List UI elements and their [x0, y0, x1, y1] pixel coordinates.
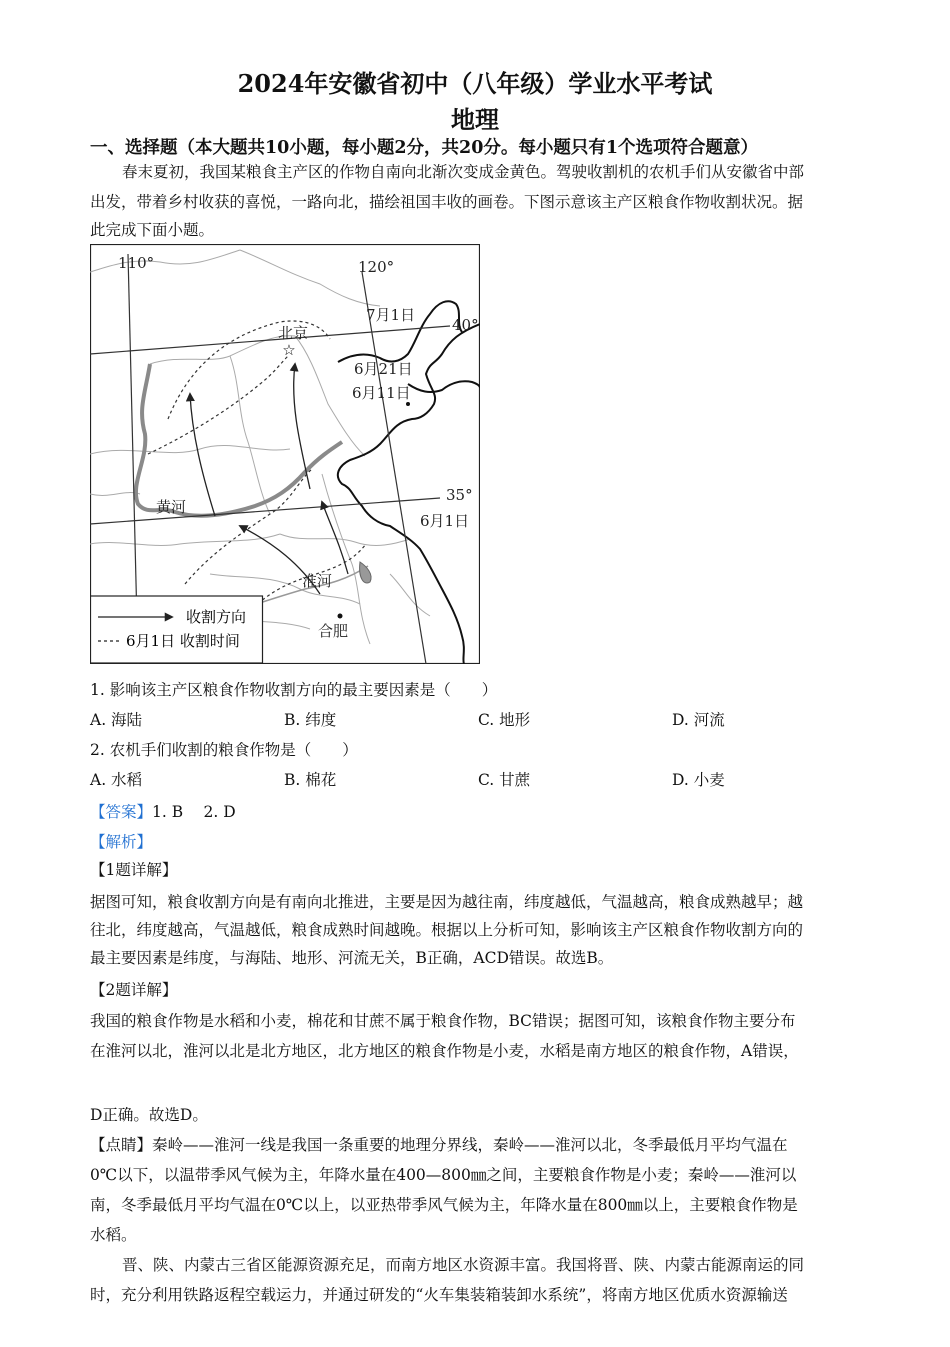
q1-option-d[interactable]: D. 河流 — [672, 711, 725, 729]
q2-detail-heading: 【2题详解】 — [90, 981, 178, 999]
next-intro-line-1: 晋、陕、内蒙古三省区能源资源充足，而南方地区水资源丰富。我国将晋、陕、内蒙古能源南运的同 — [122, 1256, 805, 1274]
next-intro-line-2: 时，充分利用铁路返程空载运力，并通过研发的“火车集装箱装卸水系统”，将南方地区优质水资源输送 — [90, 1286, 788, 1304]
q2-option-c[interactable]: C. 甘蔗 — [478, 771, 531, 789]
q1-detail-heading: 【1题详解】 — [90, 861, 178, 879]
label-huanghe: 黄河 — [156, 498, 187, 516]
answer-text: 1. B 2. D — [152, 803, 236, 821]
legend-direction: 收割方向 — [186, 608, 247, 626]
q2-detail-line-1: 我国的粮食作物是水稻和小麦，棉花和甘蔗不属于粮食作物，BC错误；据图可知，该粮食作物主要分布 — [90, 1012, 796, 1030]
harvest-map — [90, 244, 480, 664]
map-legend — [91, 596, 263, 663]
intro-line-1: 春末夏初，我国某粮食主产区的作物自南向北渐次变成金黄色。驾驶收割机的农机手们从安徽省中部 — [122, 163, 805, 181]
label-jun1: 6月1日 — [420, 512, 470, 530]
label-beijing: 北京 — [278, 324, 309, 342]
tip-tag: 【点睛】 — [90, 1136, 153, 1154]
q1-detail-line-3: 最主要因素是纬度，与海陆、地形、河流无关，B正确，ACD错误。故选B。 — [90, 949, 614, 967]
label-hefei: 合肥 — [318, 622, 349, 640]
q2-detail-line-2: 在淮河以北，淮河以北是北方地区，北方地区的粮食作物是小麦，水稻是南方地区的粮食作物，A错误， — [90, 1042, 799, 1060]
tip-line-1 — [90, 1133, 788, 1155]
q1-option-b[interactable]: B. 纬度 — [284, 711, 337, 729]
q2-stem: 2. 农机手们收割的粮食作物是（ ） — [90, 741, 358, 759]
analysis-tag: 【解析】 — [90, 833, 153, 851]
tip-line-4: 水稻。 — [90, 1226, 137, 1244]
label-lat40: 40° — [452, 316, 479, 334]
exam-title: 2024年安徽省初中（八年级）学业水平考试 — [237, 69, 713, 98]
tip-text-1: 秦岭——淮河一线是我国一条重要的地理分界线，秦岭——淮河以北，冬季最低月平均气温在 — [152, 1136, 788, 1154]
intro-line-3: 此完成下面小题。 — [90, 221, 215, 239]
hefei-dot — [338, 614, 343, 619]
q1-stem: 1. 影响该主产区粮食作物收割方向的最主要因素是（ ） — [90, 681, 498, 699]
q1-detail-line-2: 往北，纬度越高，气温越低，粮食成熟时间越晚。根据以上分析可知，影响该主产区粮食作物收割方向的 — [90, 921, 804, 939]
q2-detail-line-3: D正确。故选D。 — [90, 1106, 208, 1124]
label-lon110: 110° — [118, 254, 155, 272]
tip-line-2: 0℃以下，以温带季风气候为主，年降水量在400—800㎜之间，主要粮食作物是小麦；秦岭——淮河以 — [90, 1166, 797, 1184]
label-jun21: 6月21日 — [354, 360, 413, 378]
q2-option-a[interactable]: A. 水稻 — [90, 771, 143, 789]
label-huaihe: 淮河 — [302, 572, 333, 590]
label-jun11: 6月11日 — [352, 384, 411, 402]
legend-time: 6月1日 收割时间 — [126, 632, 240, 650]
subject-title: 地理 — [451, 105, 499, 134]
intro-line-2: 出发，带着乡村收获的喜悦，一路向北，描绘祖国丰收的画卷。下图示意该主产区粮食作物收割状况。据 — [90, 193, 804, 211]
answer-tag: 【答案】 — [90, 803, 153, 821]
label-jul1: 7月1日 — [366, 306, 416, 324]
q1-option-a[interactable]: A. 海陆 — [90, 711, 143, 729]
answer-line — [90, 800, 236, 822]
label-lat35: 35° — [446, 486, 473, 504]
q1-option-c[interactable]: C. 地形 — [478, 711, 531, 729]
beijing-star-icon: ☆ — [282, 341, 296, 359]
q2-option-d[interactable]: D. 小麦 — [672, 771, 725, 789]
tip-line-3: 南，冬季最低月平均气温在0℃以上，以亚热带季风气候为主，年降水量在800㎜以上，主要粮食作物是 — [90, 1196, 798, 1214]
q2-option-b[interactable]: B. 棉花 — [284, 771, 337, 789]
q1-detail-line-1: 据图可知，粮食收割方向是有南向北推进，主要是因为越往南，纬度越低，气温越高，粮食成熟越早；越 — [90, 893, 804, 911]
label-lon120: 120° — [358, 258, 395, 276]
section-heading: 一、选择题（本大题共10小题，每小题2分，共20分。每小题只有1个选项符合题意） — [90, 138, 759, 158]
